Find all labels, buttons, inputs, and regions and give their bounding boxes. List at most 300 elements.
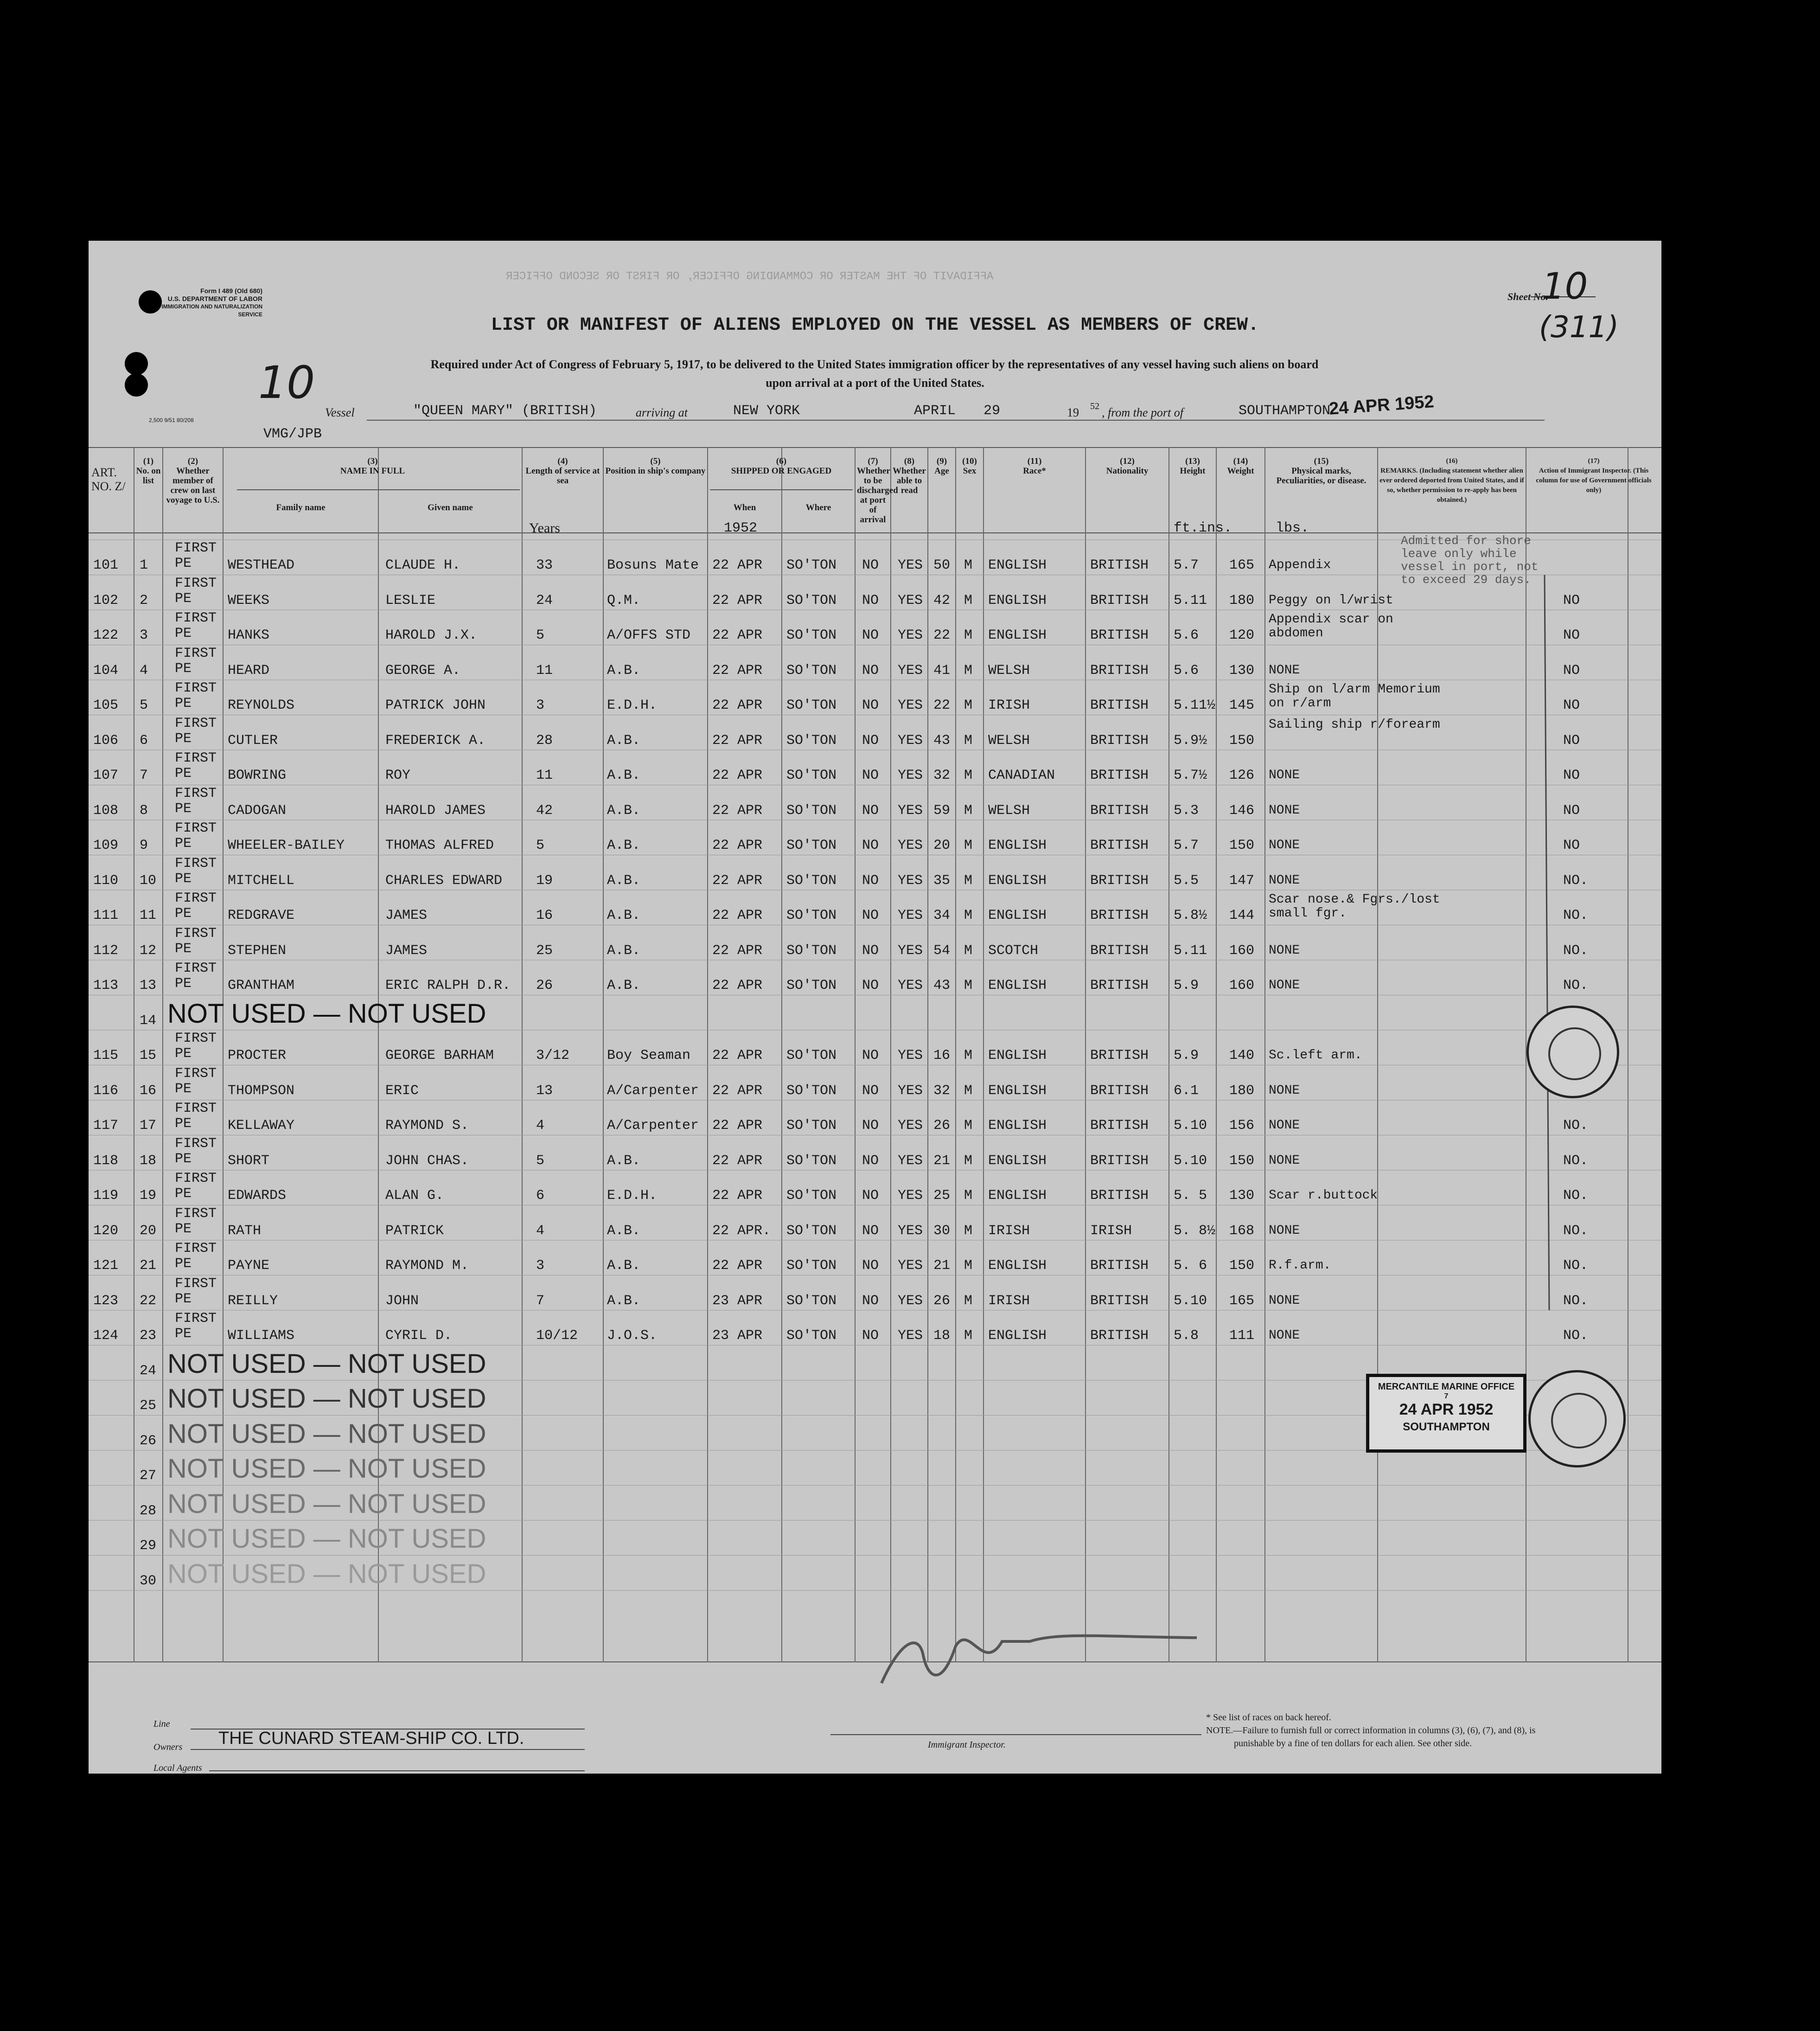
art-number: 121 (93, 1258, 119, 1274)
given-name: GEORGE A. (385, 662, 461, 679)
column-label: NAME IN FULL (340, 466, 405, 476)
height: 5.9½ (1174, 732, 1207, 749)
physical-marks: NONE (1269, 768, 1300, 782)
not-used-stamp: NOT USED — NOT USED (167, 1418, 486, 1449)
column-number: (12) (1120, 456, 1135, 466)
column-number: (2) (187, 456, 198, 466)
given-name: PATRICK JOHN (385, 698, 486, 713)
column-header (958, 456, 982, 476)
weight: 130 (1229, 662, 1255, 679)
weight: 150 (1229, 838, 1255, 853)
sheet-number: 10 (1542, 266, 1588, 308)
age: 26 (933, 1293, 951, 1309)
race: ENGLISH (988, 1048, 1047, 1064)
inspector-action: NO. (1563, 1328, 1589, 1344)
height: 5.6 (1174, 662, 1199, 679)
able-to-read: YES (898, 628, 923, 643)
shipped-when: 22 APR (712, 557, 763, 573)
vessel-label: Vessel (325, 406, 355, 419)
weight: 150 (1229, 1153, 1255, 1169)
list-number: 1 (140, 557, 148, 573)
nationality: BRITISH (1090, 1258, 1149, 1274)
not-used-stamp: NOT USED — NOT USED (167, 1384, 486, 1414)
race: ENGLISH (988, 628, 1047, 643)
table-row (89, 960, 1661, 995)
given-name: RAYMOND S. (385, 1118, 469, 1134)
length-of-service: 25 (536, 942, 553, 959)
discharged: NO (862, 1083, 879, 1099)
list-number: 2 (140, 592, 148, 609)
able-to-read: YES (898, 1118, 923, 1134)
inspector-action: NO. (1563, 978, 1589, 993)
given-name: CYRIL D. (385, 1328, 453, 1344)
prev-voyage: FIRST PE (175, 540, 217, 571)
discharged: NO (862, 732, 879, 749)
length-of-service: 4 (536, 1118, 545, 1134)
list-number: 29 (140, 1538, 157, 1554)
sex: M (964, 768, 973, 783)
family-name: KELLAWAY (228, 1118, 295, 1134)
prev-voyage: FIRST PE (175, 1135, 217, 1167)
column-header (857, 456, 898, 525)
list-number: 13 (140, 978, 157, 993)
art-number: 110 (93, 872, 119, 889)
sex: M (964, 1328, 973, 1344)
list-number: 15 (140, 1048, 157, 1064)
length-of-service: 28 (536, 732, 553, 749)
age: 50 (933, 557, 951, 573)
shipped-when: 22 APR (712, 1258, 763, 1274)
local-agents-label: Local Agents (153, 1763, 202, 1773)
inspector-action: NO. (1563, 1293, 1589, 1309)
table-row (89, 1520, 1661, 1556)
list-number: 19 (140, 1188, 157, 1204)
age: 26 (933, 1118, 951, 1134)
year-prefix: 19 (1067, 406, 1079, 419)
physical-marks: NONE (1269, 1083, 1300, 1098)
position: A.B. (607, 768, 641, 783)
race: CANADIAN (988, 768, 1055, 783)
column-label: Race* (1023, 466, 1046, 476)
column-label: Sex (963, 466, 977, 476)
page-subtitle-2: upon arrival at a port of the United States. (766, 376, 984, 390)
shipped-when: 22 APR (712, 1188, 763, 1204)
table-row (89, 540, 1661, 575)
shipped-when: 22 APR (712, 872, 763, 889)
position: A.B. (607, 1293, 641, 1309)
shipped-where: SO'TON (786, 592, 837, 609)
column-header (1379, 456, 1524, 505)
age: 35 (933, 872, 951, 889)
race: ENGLISH (988, 908, 1047, 923)
position: A.B. (607, 732, 641, 749)
weight: 180 (1229, 592, 1255, 609)
shipped-when: 22 APR (712, 1048, 763, 1064)
discharged: NO (862, 1223, 879, 1239)
list-number: 20 (140, 1223, 157, 1239)
art-number: 102 (93, 592, 119, 609)
sex: M (964, 802, 973, 819)
list-number: 10 (140, 872, 157, 889)
race: WELSH (988, 732, 1030, 749)
physical-marks: NONE (1269, 943, 1300, 958)
prev-voyage: FIRST PE (175, 715, 217, 747)
given-name: GEORGE BARHAM (385, 1048, 494, 1064)
family-name: CUTLER (228, 732, 278, 749)
length-of-service: 11 (536, 768, 553, 783)
able-to-read: YES (898, 908, 923, 923)
nationality: IRISH (1090, 1223, 1132, 1239)
nationality: BRITISH (1090, 1293, 1149, 1309)
column-header (380, 503, 520, 513)
family-name: HEARD (228, 662, 270, 679)
age: 54 (933, 942, 951, 959)
nationality: BRITISH (1090, 662, 1149, 679)
length-of-service: 19 (536, 872, 553, 889)
shipped-when: 22 APR (712, 1153, 763, 1169)
physical-marks: NONE (1269, 803, 1300, 818)
column-number: (14) (1233, 456, 1248, 466)
position: J.O.S. (607, 1328, 658, 1344)
position: Bosuns Mate (607, 557, 699, 573)
given-name: THOMAS ALFRED (385, 838, 494, 853)
prev-voyage: FIRST PE (175, 750, 217, 782)
table-row (89, 1450, 1661, 1486)
physical-marks: NONE (1269, 663, 1300, 678)
position: Boy Seaman (607, 1048, 691, 1064)
family-name: STEPHEN (228, 942, 287, 959)
shipped-when: 22 APR (712, 802, 763, 819)
consulate-seal (1526, 1006, 1619, 1098)
physical-marks: Sailing ship r/forearm (1269, 717, 1440, 732)
column-number: (17) (1588, 457, 1600, 465)
race: ENGLISH (988, 1118, 1047, 1134)
sex: M (964, 872, 973, 889)
table-row (89, 820, 1661, 855)
length-of-service: 5 (536, 1153, 545, 1169)
race: ENGLISH (988, 978, 1047, 993)
physical-marks: NONE (1269, 873, 1300, 888)
position: E.D.H. (607, 698, 658, 713)
sex: M (964, 662, 973, 679)
length-of-service: 16 (536, 908, 553, 923)
sex: M (964, 1118, 973, 1134)
list-number: 6 (140, 732, 148, 749)
weight: 165 (1229, 557, 1255, 573)
column-label: Position in ship's company (605, 466, 706, 476)
column-label: Whether able to read (893, 466, 926, 495)
able-to-read: YES (898, 1293, 923, 1309)
shipped-when: 22 APR (712, 1118, 763, 1134)
art-number: 104 (93, 662, 119, 679)
shipped-when: 22 APR (712, 978, 763, 993)
column-header (893, 456, 926, 495)
given-name: ROY (385, 768, 411, 783)
weight: 146 (1229, 802, 1255, 819)
sex: M (964, 908, 973, 923)
height: 5.7½ (1174, 768, 1207, 783)
physical-marks: NONE (1269, 1328, 1300, 1343)
inspector-action: NO (1563, 698, 1580, 713)
race: ENGLISH (988, 1153, 1047, 1169)
sex: M (964, 1153, 973, 1169)
physical-marks: Sc.left arm. (1269, 1048, 1362, 1063)
physical-marks: Scar nose.& Fgrs./lost small fgr. (1269, 892, 1440, 921)
footer-notes (1206, 1711, 1535, 1750)
table-row (89, 1275, 1661, 1311)
page-title: LIST OR MANIFEST OF ALIENS EMPLOYED ON THE VESSEL AS MEMBERS OF CREW. (491, 315, 1259, 336)
column-number: (6) (776, 456, 787, 466)
list-number: 17 (140, 1118, 157, 1134)
race: WELSH (988, 662, 1030, 679)
art-number: 124 (93, 1328, 119, 1344)
column-number: (4) (557, 456, 568, 466)
discharged: NO (862, 662, 879, 679)
art-number: 109 (93, 838, 119, 853)
sex: M (964, 978, 973, 993)
sex: M (964, 628, 973, 643)
height: 5.8½ (1174, 908, 1207, 923)
table-row (89, 1310, 1661, 1345)
remarks-note: Admitted for shore leave only while vessel in port, not to exceed 29 days. (1401, 534, 1539, 587)
length-of-service: 11 (536, 662, 553, 679)
race: ENGLISH (988, 1258, 1047, 1274)
punch-hole (125, 352, 148, 375)
prev-voyage: FIRST PE (175, 645, 217, 677)
age: 20 (933, 838, 951, 853)
nationality: BRITISH (1090, 592, 1149, 609)
physical-marks: NONE (1269, 978, 1300, 993)
nationality: BRITISH (1090, 1048, 1149, 1064)
shipped-where: SO'TON (786, 978, 837, 993)
family-name: REYNOLDS (228, 698, 295, 713)
family-name: THOMPSON (228, 1083, 295, 1099)
bleed-through-text: AFFIDAVIT OF THE MASTER OR COMMANDING OFFICER, OR FIRST OR SECOND OFFICER (506, 270, 994, 283)
shipped-where: SO'TON (786, 1048, 837, 1064)
shipped-where: SO'TON (786, 768, 837, 783)
weight: 126 (1229, 768, 1255, 783)
arrival-day: 29 (983, 403, 1001, 419)
from-port-label: , from the port of (1102, 406, 1183, 419)
column-label: Length of service at sea (525, 466, 600, 486)
given-name: CHARLES EDWARD (385, 872, 503, 889)
art-number: 111 (93, 908, 119, 923)
art-number: 117 (93, 1118, 119, 1134)
column-header (605, 456, 706, 476)
family-name: BOWRING (228, 768, 287, 783)
list-number: 22 (140, 1293, 157, 1309)
family-name: PROCTER (228, 1048, 287, 1064)
line-label: Line (153, 1719, 170, 1729)
position: A.B. (607, 1153, 641, 1169)
inspector-action: NO. (1563, 1258, 1589, 1274)
height: 5.8 (1174, 1328, 1199, 1344)
discharged: NO (862, 768, 879, 783)
prev-voyage: FIRST PE (175, 1275, 217, 1307)
list-number: 12 (140, 942, 157, 959)
prev-voyage: FIRST PE (175, 891, 217, 922)
sex: M (964, 1293, 973, 1309)
inspector-action: NO. (1563, 908, 1589, 923)
list-number: 23 (140, 1328, 157, 1344)
nationality: BRITISH (1090, 838, 1149, 853)
shipped-when: 22 APR (712, 1083, 763, 1099)
nationality: BRITISH (1090, 1188, 1149, 1204)
discharged: NO (862, 698, 879, 713)
height: 5.10 (1174, 1293, 1207, 1309)
form-number: Form I 489 (Old 680) (200, 287, 262, 295)
inspector-action: NO (1563, 838, 1580, 853)
length-of-service: 3 (536, 1258, 545, 1274)
age: 32 (933, 768, 951, 783)
able-to-read: YES (898, 557, 923, 573)
age: 41 (933, 662, 951, 679)
shipped-where: SO'TON (786, 942, 837, 959)
sex: M (964, 557, 973, 573)
owners-name: THE CUNARD STEAM-SHIP CO. LTD. (218, 1729, 524, 1748)
able-to-read: YES (898, 698, 923, 713)
column-header (136, 456, 161, 486)
list-number: 26 (140, 1433, 157, 1449)
discharged: NO (862, 802, 879, 819)
able-to-read: YES (898, 1188, 923, 1204)
height: 5. 6 (1174, 1258, 1207, 1274)
reference-code: VMG/JPB (263, 426, 322, 442)
age: 43 (933, 732, 951, 749)
art-number: 118 (93, 1153, 119, 1169)
unit-years: Years (529, 520, 560, 536)
race: ENGLISH (988, 1083, 1047, 1099)
age: 16 (933, 1048, 951, 1064)
length-of-service: 42 (536, 802, 553, 819)
stamp-date: 24 APR 1952 (1399, 1401, 1494, 1418)
able-to-read: YES (898, 1328, 923, 1344)
shipped-when: 22 APR (712, 592, 763, 609)
table-row (89, 1556, 1661, 1591)
position: Q.M. (607, 592, 641, 609)
page-subtitle: Required under Act of Congress of February 5, 1917, to be delivered to the United States immigration officer by the representatives of any vessel having such aliens on board (430, 358, 1319, 371)
art-number: 101 (93, 557, 119, 573)
table-row (89, 1170, 1661, 1205)
length-of-service: 7 (536, 1293, 545, 1309)
weight: 144 (1229, 908, 1255, 923)
inspector-action: NO. (1563, 942, 1589, 959)
column-header (709, 456, 853, 476)
table-row (89, 1240, 1661, 1275)
given-name: JOHN (385, 1293, 419, 1309)
nationality: BRITISH (1090, 978, 1149, 993)
column-label: Physical marks, Peculiarities, or disease. (1276, 466, 1367, 486)
length-of-service: 5 (536, 628, 545, 643)
sex: M (964, 1188, 973, 1204)
not-used-stamp: NOT USED — NOT USED (167, 1348, 486, 1379)
list-number: 28 (140, 1503, 157, 1519)
unit-height: ft.ins. (1174, 520, 1232, 536)
table-row (89, 1065, 1661, 1101)
discharged: NO (862, 1188, 879, 1204)
art-number: 113 (93, 978, 119, 993)
given-name: JAMES (385, 942, 428, 959)
art-number: 120 (93, 1223, 119, 1239)
handwritten-number: 10 (258, 357, 315, 409)
length-of-service: 3/12 (536, 1048, 570, 1064)
weight: 140 (1229, 1048, 1255, 1064)
shipped-where: SO'TON (786, 1153, 837, 1169)
age: 25 (933, 1188, 951, 1204)
discharged: NO (862, 628, 879, 643)
prev-voyage: FIRST PE (175, 1311, 217, 1342)
discharged: NO (862, 872, 879, 889)
column-number: (7) (868, 456, 878, 466)
weight: 165 (1229, 1293, 1255, 1309)
column-number: (15) (1314, 456, 1329, 466)
departure-port: SOUTHAMPTON (1239, 403, 1331, 419)
physical-marks: NONE (1269, 1118, 1300, 1133)
inspector-signature (863, 1614, 1215, 1702)
sex: M (964, 1048, 973, 1064)
able-to-read: YES (898, 942, 923, 959)
given-name: RAYMOND M. (385, 1258, 469, 1274)
column-label: Whether to be discharged at port of arrival (857, 466, 898, 525)
unit-when: 1952 (724, 520, 758, 536)
able-to-read: YES (898, 1223, 923, 1239)
race: ENGLISH (988, 1328, 1047, 1344)
able-to-read: YES (898, 768, 923, 783)
weight: 150 (1229, 1258, 1255, 1274)
art-number: 123 (93, 1293, 119, 1309)
family-name: RATH (228, 1223, 262, 1239)
age: 59 (933, 802, 951, 819)
note-penalty-2: punishable by a fine of ten dollars for each alien. See other side. (1234, 1738, 1472, 1749)
length-of-service: 4 (536, 1223, 545, 1239)
arrival-port: NEW YORK (733, 403, 800, 419)
list-number: 4 (140, 662, 148, 679)
art-number: 105 (93, 698, 119, 713)
family-name: MITCHELL (228, 872, 295, 889)
nationality: BRITISH (1090, 732, 1149, 749)
table-row (89, 925, 1661, 961)
service-name: IMMIGRATION AND NATURALIZATION SERVICE (161, 303, 262, 318)
stamp-place: SOUTHAMPTON (1403, 1421, 1490, 1433)
able-to-read: YES (898, 1153, 923, 1169)
sex: M (964, 942, 973, 959)
able-to-read: YES (898, 978, 923, 993)
shipped-when: 23 APR (712, 1293, 763, 1309)
able-to-read: YES (898, 1258, 923, 1274)
nationality: BRITISH (1090, 557, 1149, 573)
weight: 147 (1229, 872, 1255, 889)
inspector-action: NO (1563, 628, 1580, 643)
given-name: LESLIE (385, 592, 436, 609)
height: 5.11 (1174, 942, 1207, 959)
race: ENGLISH (988, 557, 1047, 573)
sheet-label: Sheet No. (1507, 291, 1548, 302)
column-header (225, 456, 520, 476)
sex: M (964, 1223, 973, 1239)
shipped-when: 22 APR (712, 908, 763, 923)
physical-marks: Ship on l/arm Memorium on r/arm (1269, 682, 1440, 711)
weight: 130 (1229, 1188, 1255, 1204)
consulate-seal (1528, 1370, 1626, 1467)
nationality: BRITISH (1090, 908, 1149, 923)
table-row (89, 610, 1661, 645)
length-of-service: 26 (536, 978, 553, 993)
not-used-stamp: NOT USED — NOT USED (167, 1488, 486, 1519)
column-label: Family name (276, 503, 326, 513)
shipped-where: SO'TON (786, 802, 837, 819)
list-number: 27 (140, 1468, 157, 1484)
height: 5.9 (1174, 1048, 1199, 1064)
